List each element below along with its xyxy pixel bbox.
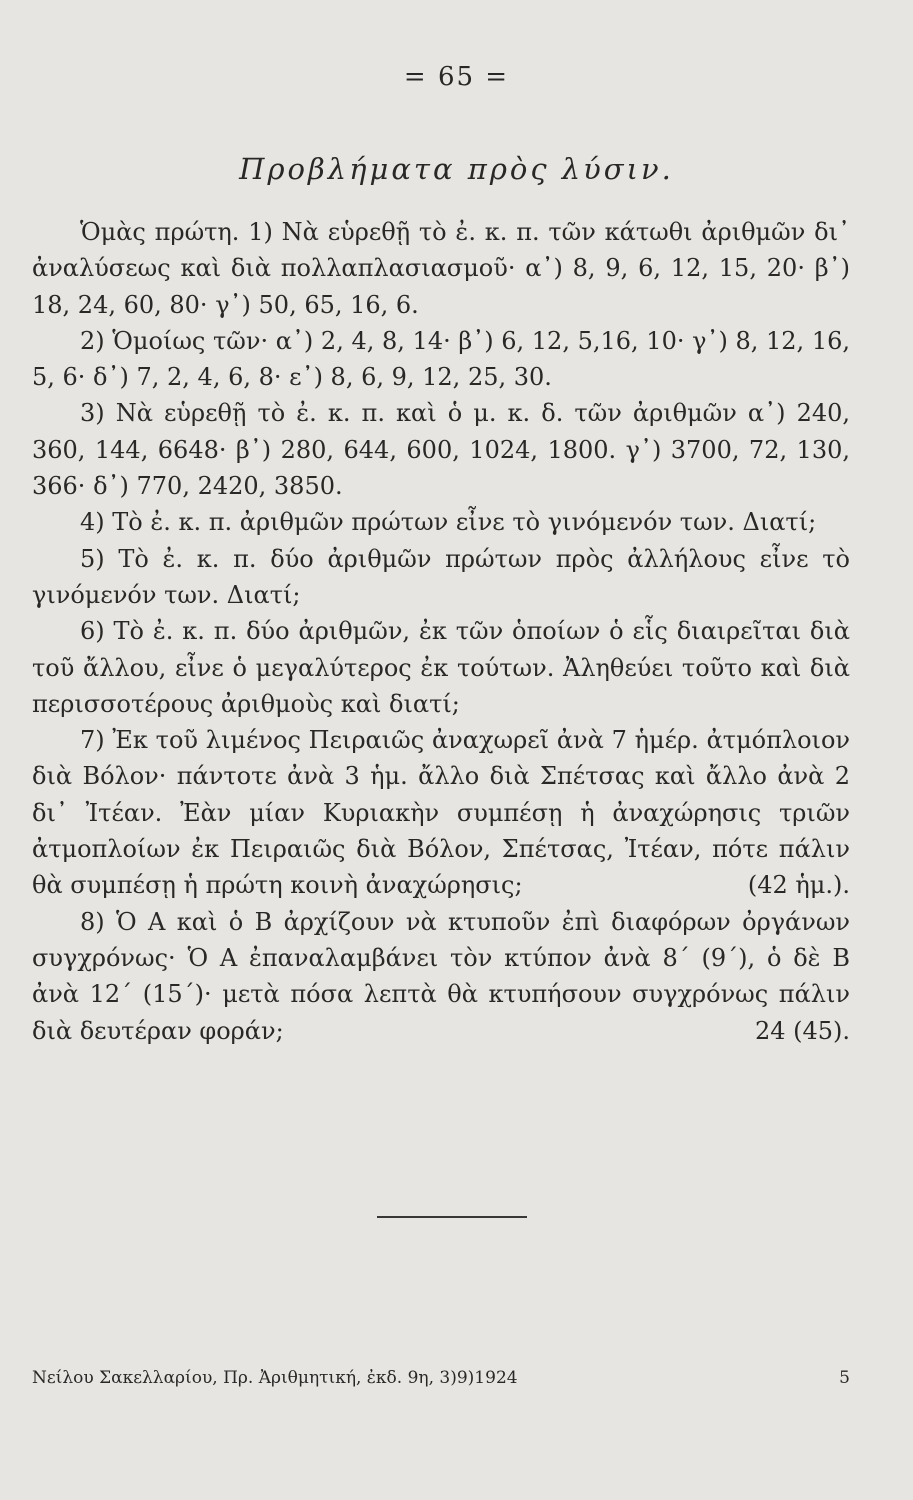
problem-paragraph xyxy=(32,904,850,1049)
problem-paragraph: Ὁμὰς πρώτη. 1) Νὰ εὑρεθῇ τὸ ἐ. κ. π. τῶν κάτωθι ἀριθμῶν δι᾽ ἀναλύσεως καὶ διὰ πολλαπλασιασμοῦ· α᾽) 8, 9, 6, 12, 15, 20· β᾽) 18, 24, 60, 80· γ᾽) 50, 65, 16, 6. xyxy=(32,218,850,319)
problem-text: 8) Ὁ Α καὶ ὁ Β ἀρχίζουν νὰ κτυποῦν ἐπὶ διαφόρων ὀργάνων συγχρόνως· Ὁ Α ἐπαναλαμβάνει τὸν κτύπον ἀνὰ 8΄ (9΄), ὁ δὲ Β ἀνὰ 12΄ (15΄)· μετὰ πόσα λεπτὰ θὰ κτυπήσουν συγχρόνως πάλιν διὰ δευτέραν φοράν; xyxy=(32,907,850,1045)
problem-list xyxy=(32,214,850,1049)
problem-paragraph: 5) Τὸ ἐ. κ. π. δύο ἀριθμῶν πρώτων πρὸς ἀλλήλους εἶνε τὸ γινόμενόν των. Διατί; xyxy=(32,544,850,609)
signature-mark: 5 xyxy=(839,1368,850,1388)
problem-paragraph: 2) Ὁμοίως τῶν· α᾽) 2, 4, 8, 14· β᾽) 6, 12, 5,16, 10· γ᾽) 8, 12, 16, 5, 6· δ᾽) 7, 2, 4, 6, 8· ε᾽) 8, 6, 9, 12, 25, 30. xyxy=(32,326,850,392)
section-title: Προβλήματα πρὸς λύσιν. xyxy=(239,152,674,186)
answer-note: 24 (45). xyxy=(754,1016,850,1045)
page-number: = 65 = xyxy=(403,62,510,92)
problem-paragraph: 4) Τὸ ἐ. κ. π. ἀριθμῶν πρώτων εἶνε τὸ γινόμενόν των. Διατί; xyxy=(80,508,817,537)
answer-note: (42 ἡμ.). xyxy=(747,871,850,900)
section-divider xyxy=(377,1216,527,1218)
problem-paragraph: 3) Νὰ εὑρεθῇ τὸ ἐ. κ. π. καὶ ὁ μ. κ. δ. τῶν ἀριθμῶν α᾽) 240, 360, 144, 6648· β᾽) 280, 644, 600, 1024, 1800. γ᾽) 3700, 72, 130, 366· δ᾽) 770, 2420, 3850. xyxy=(32,399,850,501)
problem-paragraph: 6) Τὸ ἐ. κ. π. δύο ἀριθμῶν, ἐκ τῶν ὁποίων ὁ εἷς διαιρεῖται διὰ τοῦ ἄλλου, εἶνε ὁ μεγαλύτερος ἐκ τούτων. Ἀληθεύει τοῦτο καὶ διὰ περισσοτέρους ἀριθμοὺς καὶ διατί; xyxy=(32,617,850,718)
problem-paragraph xyxy=(32,722,850,903)
problem-text: 7) Ἐκ τοῦ λιμένος Πειραιῶς ἀναχωρεῖ ἀνὰ 7 ἡμέρ. ἀτμόπλοιον διὰ Βόλον· πάντοτε ἀνὰ 3 ἡμ. ἄλλο διὰ Σπέτσας καὶ ἄλλο ἀνὰ 2 δι᾽ Ἰτέαν. Ἐὰν μίαν Κυριακὴν συμπέσῃ ἡ ἀναχώρησις τριῶν ἀτμοπλοίων ἐκ Πειραιῶς διὰ Βόλον, Σπέτσας, Ἰτέαν, πότε πάλιν θὰ συμπέσῃ ἡ πρώτη κοινὴ ἀναχώρησις; xyxy=(32,726,850,900)
footer-citation: Νείλου Σακελλαρίου, Πρ. Ἀριθμητική, ἐκδ. 9η, 3)9)1924 xyxy=(32,1368,518,1388)
